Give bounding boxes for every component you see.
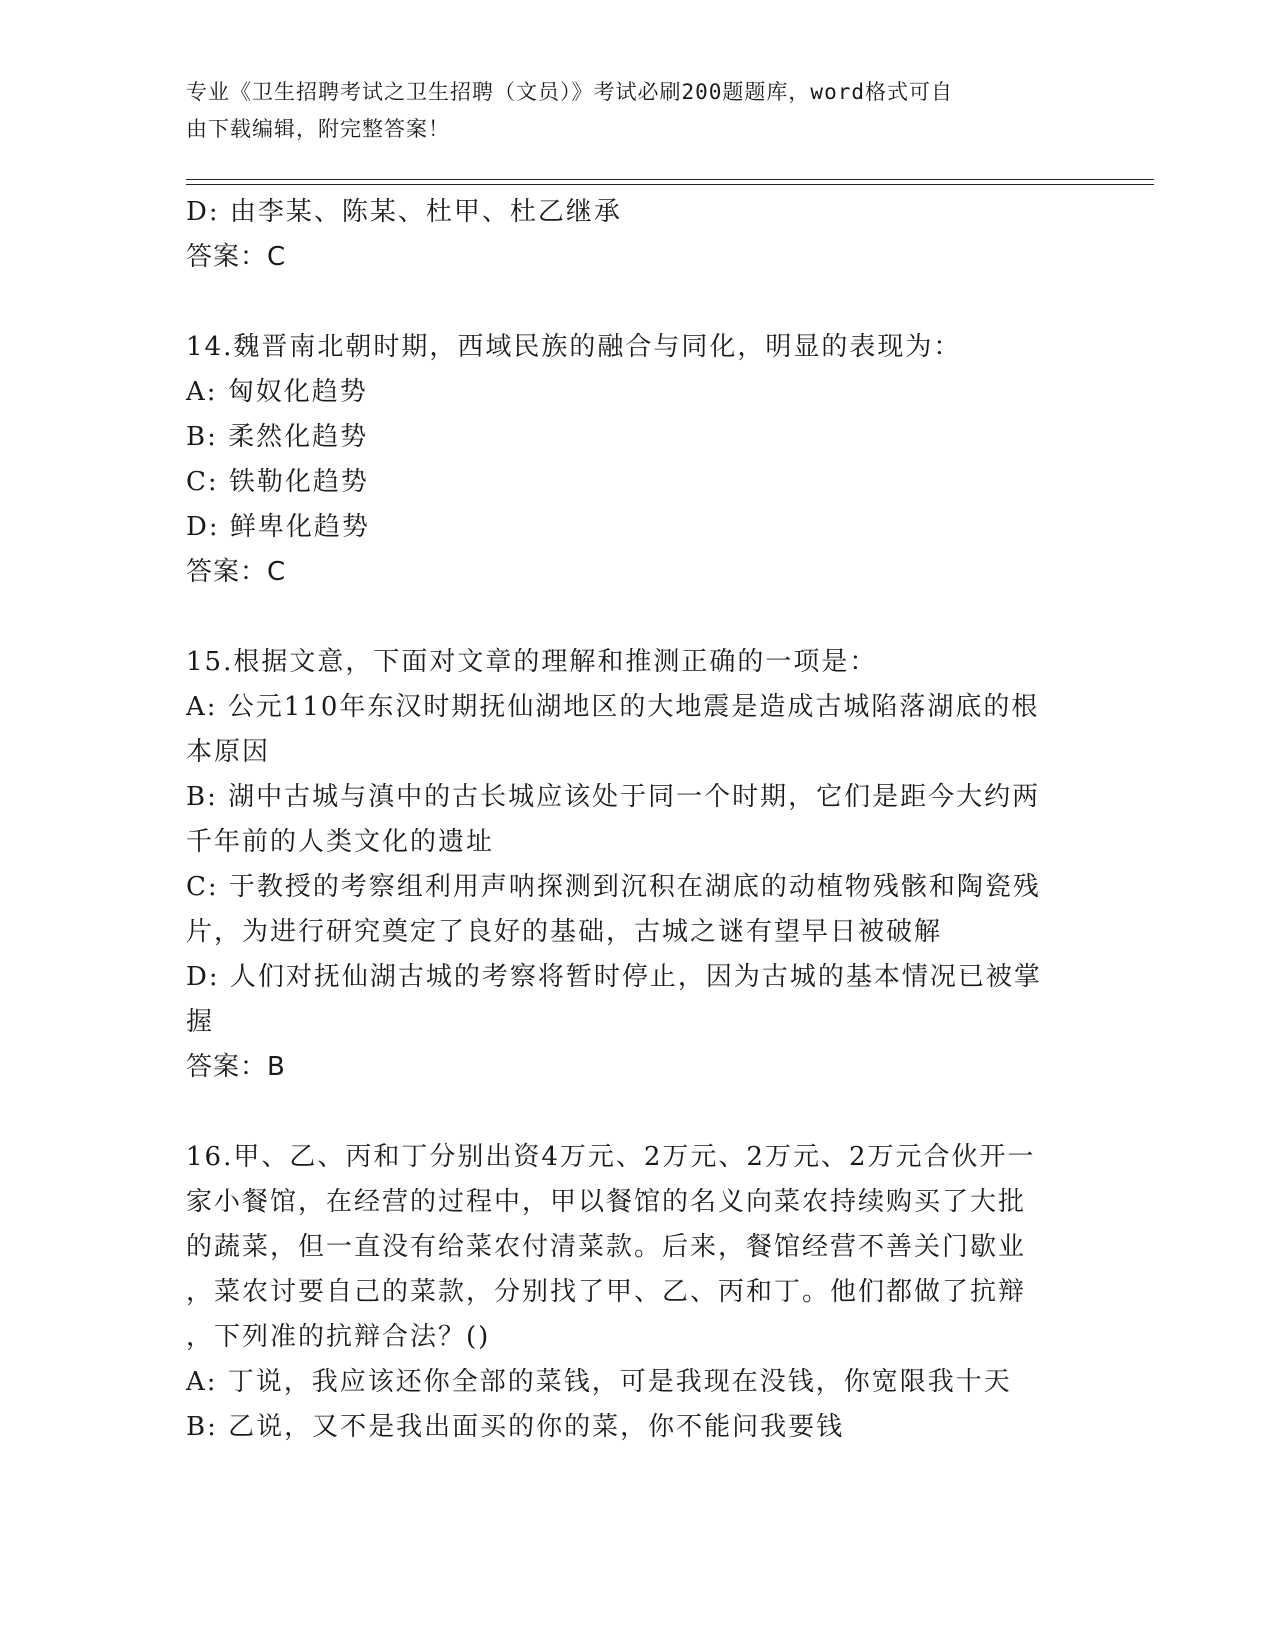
q16-question-line-3: 的蔬菜，但一直没有给菜农付清菜款。后来，餐馆经营不善关门歇业 bbox=[186, 1232, 1027, 1262]
q15-option-b-line-2: 千年前的人类文化的遗址 bbox=[186, 827, 495, 857]
question-15 bbox=[186, 640, 1086, 1090]
page-header bbox=[186, 74, 1066, 148]
header-divider-top bbox=[186, 179, 1154, 180]
question-16 bbox=[186, 1135, 1086, 1450]
header-line-2: 由下载编辑，附完整答案！ bbox=[186, 117, 450, 141]
q16-option-a: A: 丁说，我应该还你全部的菜钱，可是我现在没钱，你宽限我十天 bbox=[186, 1367, 1012, 1397]
q15-option-b-line-1: B: 湖中古城与滇中的古长城应该处于同一个时期，它们是距今大约两 bbox=[186, 782, 1041, 812]
q14-option-b: B: 柔然化趋势 bbox=[186, 422, 369, 452]
q13-answer: 答案：C bbox=[186, 242, 287, 272]
q15-option-a-line-2: 本原因 bbox=[186, 737, 271, 767]
q15-option-d-line-2: 握 bbox=[186, 1007, 215, 1037]
q14-option-c: C: 铁勒化趋势 bbox=[186, 467, 369, 497]
question-13-tail bbox=[186, 190, 1086, 280]
header-divider-bottom bbox=[186, 184, 1154, 185]
q14-answer: 答案：C bbox=[186, 557, 287, 587]
q16-option-b: B: 乙说，又不是我出面买的你的菜，你不能问我要钱 bbox=[186, 1412, 845, 1442]
q16-question-line-1: 16.甲、乙、丙和丁分别出资4万元、2万元、2万元、2万元合伙开一 bbox=[186, 1142, 1036, 1172]
q14-option-d: D: 鲜卑化趋势 bbox=[186, 512, 370, 542]
header-line-1: 专业《卫生招聘考试之卫生招聘（文员）》考试必刷200题题库，word格式可自 bbox=[186, 80, 953, 104]
q14-question: 14.魏晋南北朝时期，西域民族的融合与同化，明显的表现为： bbox=[186, 332, 962, 362]
q13-option-d: D: 由李某、陈某、杜甲、杜乙继承 bbox=[186, 197, 622, 227]
q15-question: 15.根据文意，下面对文章的理解和推测正确的一项是： bbox=[186, 647, 878, 677]
document-body bbox=[186, 190, 1086, 1450]
q15-option-a-line-1: A: 公元110年东汉时期抚仙湖地区的大地震是造成古城陷落湖底的根 bbox=[186, 692, 1040, 722]
question-14 bbox=[186, 325, 1086, 595]
q15-option-c-line-2: 片，为进行研究奠定了良好的基础，古城之谜有望早日被破解 bbox=[186, 917, 943, 947]
q15-answer: 答案：B bbox=[186, 1052, 286, 1082]
q16-question-line-5: ，下列准的抗辩合法？() bbox=[186, 1322, 491, 1352]
q16-question-line-4: ，菜农讨要自己的菜款，分别找了甲、乙、丙和丁。他们都做了抗辩 bbox=[186, 1277, 1027, 1307]
q14-option-a: A: 匈奴化趋势 bbox=[186, 377, 368, 407]
q15-option-d-line-1: D: 人们对抚仙湖古城的考察将暂时停止，因为古城的基本情况已被掌 bbox=[186, 962, 1042, 992]
q15-option-c-line-1: C: 于教授的考察组利用声呐探测到沉积在湖底的动植物残骸和陶瓷残 bbox=[186, 872, 1041, 902]
q16-question-line-2: 家小餐馆，在经营的过程中，甲以餐馆的名义向菜农持续购买了大批 bbox=[186, 1187, 1027, 1217]
